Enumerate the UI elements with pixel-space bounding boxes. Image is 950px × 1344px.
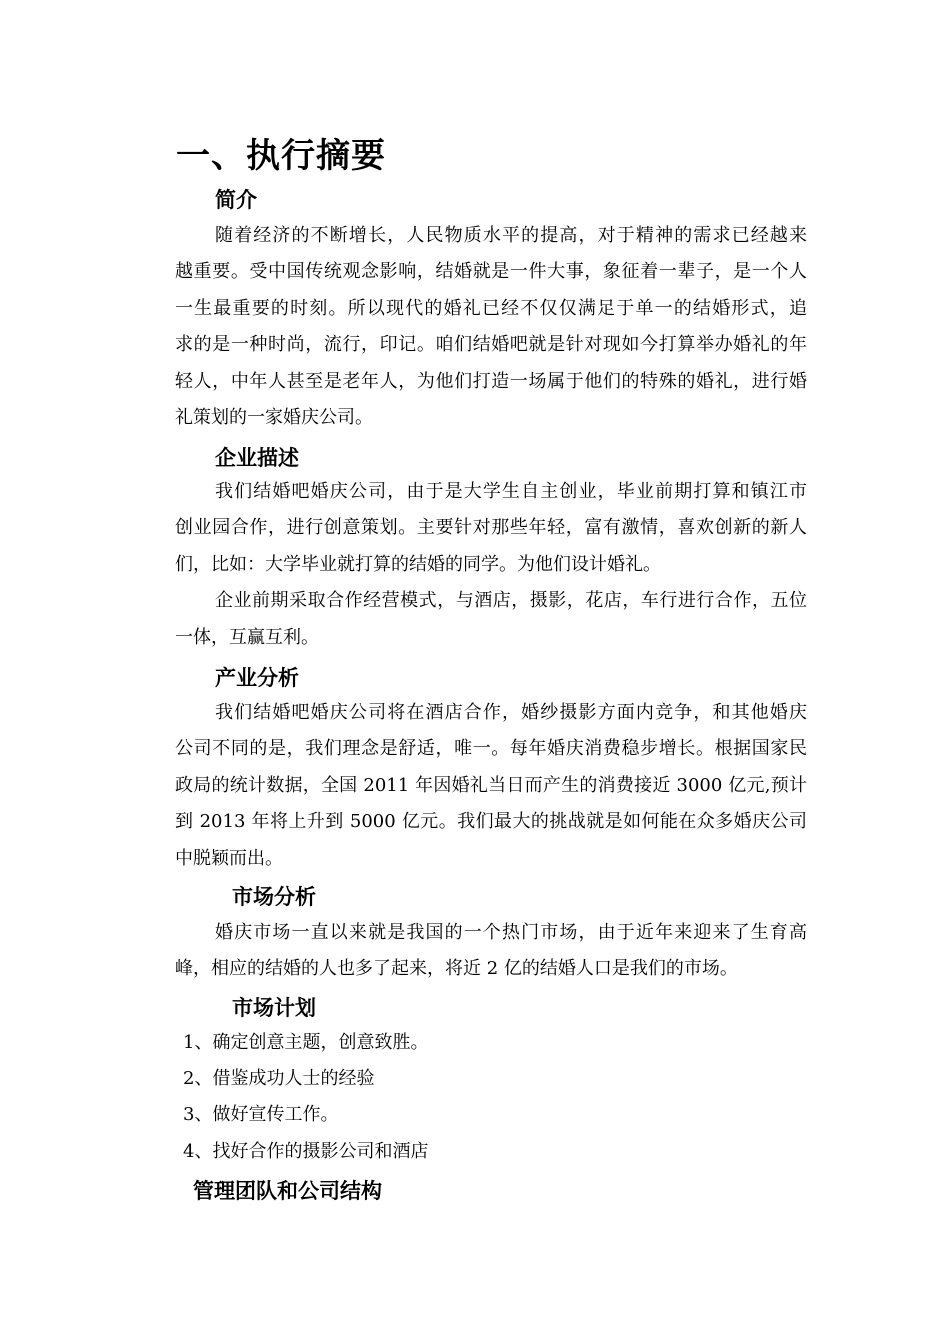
- list-item: 4、找好合作的摄影公司和酒店: [183, 1141, 429, 1162]
- text-line: 到 2013 年将上升到 5000 亿元。我们最大的挑战就是如何能在众多婚庆公司: [175, 811, 807, 833]
- text-line: 们，比如：大学毕业就打算的结婚的同学。为他们设计婚礼。: [175, 553, 661, 575]
- text-line: 礼策划的一家婚庆公司。: [175, 406, 373, 428]
- paragraph-company: [175, 474, 807, 656]
- paragraph-market: [175, 915, 807, 988]
- text-line: 越重要。受中国传统观念影响，结婚就是一件大事，象征着一辈子，是一个人: [175, 261, 807, 283]
- list-item: 1、确定创意主题，创意致胜。: [183, 1032, 429, 1053]
- paragraph-intro: [175, 218, 807, 436]
- text-line: 我们结婚吧婚庆公司，由于是大学生自主创业，毕业前期打算和镇江市: [215, 481, 807, 502]
- text-line: 随着经济的不断增长，人民物质水平的提高，对于精神的需求已经越来: [215, 225, 807, 246]
- text-line: 婚庆市场一直以来就是我国的一个热门市场，由于近年来迎来了生育高: [215, 922, 807, 943]
- text-line: 创业园合作，进行创意策划。主要针对那些年轻，富有激情，喜欢创新的新人: [175, 517, 807, 539]
- text-line: 一生最重要的时刻。所以现代的婚礼已经不仅仅满足于单一的结婚形式，追: [175, 297, 807, 319]
- text-line: 公司不同的是，我们理念是舒适，唯一。每年婚庆消费稳步增长。根据国家民: [175, 738, 807, 760]
- text-line: 我们结婚吧婚庆公司将在酒店合作，婚纱摄影方面内竞争，和其他婚庆: [215, 702, 807, 723]
- text-line: 企业前期采取合作经营模式，与酒店，摄影，花店，车行进行合作，五位: [215, 590, 807, 612]
- text-line: 求的是一种时尚，流行，印记。咱们结婚吧就是针对现如今打算举办婚礼的年: [175, 334, 807, 356]
- text-line: 轻人，中年人甚至是老年人，为他们打造一场属于他们的特殊的婚礼，进行婚: [175, 370, 807, 392]
- paragraph-industry: [175, 695, 807, 877]
- text-line: 一体，互赢互利。: [175, 626, 319, 648]
- heading-team: 管理团队和公司结构: [193, 1179, 382, 1203]
- page-title: 一、执行摘要: [176, 136, 386, 176]
- heading-plan: 市场计划: [232, 996, 316, 1020]
- list-item: 3、做好宣传工作。: [183, 1104, 339, 1125]
- heading-intro: 简介: [215, 188, 257, 212]
- heading-market: 市场分析: [232, 885, 316, 909]
- text-line: 峰，相应的结婚的人也多了起来，将近 2 亿的结婚人口是我们的市场。: [175, 958, 738, 980]
- list-item: 2、借鉴成功人士的经验: [183, 1068, 375, 1089]
- heading-company: 企业描述: [215, 446, 299, 470]
- text-line: 政局的统计数据，全国 2011 年因婚礼当日而产生的消费接近 3000 亿元,预计: [175, 774, 807, 796]
- text-line: 中脱颖而出。: [175, 847, 283, 869]
- heading-industry: 产业分析: [215, 666, 299, 690]
